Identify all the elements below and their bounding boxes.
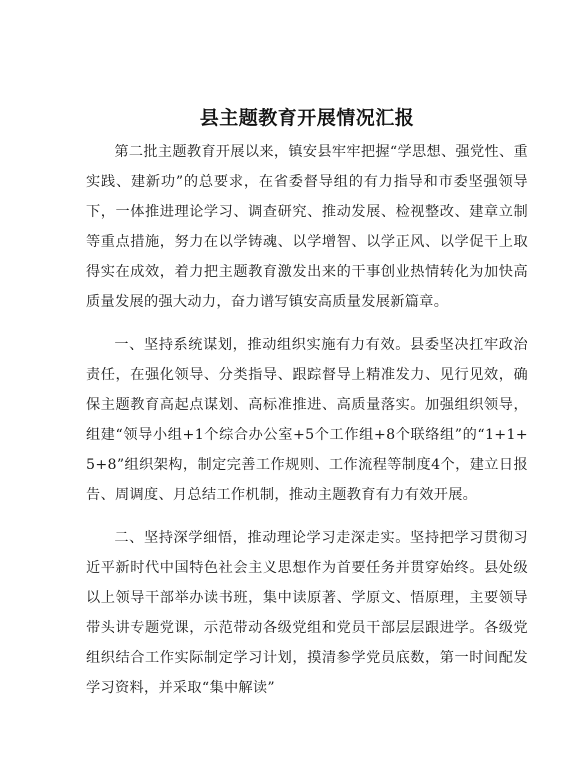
paragraph-intro: 第二批主题教育开展以来，镇安县牢牢把握“学思想、强党性、重实践、建新功”的总要求，在省委督导组的有力指导和市委坚强领导下，一体推进理论学习、调查研究、推动发展、检视整改、建章立制等重点措施，努力在以学铸魂、以学增智、以学正风、以学促干上取得实在成效，着力把主题教育激发出来的干事创业热情转化为加快高质量发展的强大动力，奋力谱写镇安高质量发展新篇章。 xyxy=(86,144,528,310)
paragraph-section-two: 二、坚持深学细悟，推动理论学习走深走实。坚持把学习贯彻习近平新时代中国特色社会主义思想作为首要任务并贯穿始终。县处级以上领导干部举办读书班，集中读原著、学原文、悟原理，主要领导带头讲专题党课，示范带动各级党组和党员干部层层跟进学。各级党组织结合工作实际制定学习计划，摸清参学党员底数，第一时间配发学习资料，并采取“集中解读” xyxy=(86,530,528,696)
document-title: 县主题教育开展情况汇报 xyxy=(199,107,415,129)
document-body xyxy=(86,137,528,703)
paragraph-section-one: 一、坚持系统谋划，推动组织实施有力有效。县委坚决扛牢政治责任，在强化领导、分类指导、跟踪督导上精准发力、见行见效，确保主题教育高起点谋划、高标准推进、高质量落实。加强组织领导，组建“领导小组+1个综合办公室+5个工作组+8个联络组”的“1+1+5+8”组织架构，制定完善工作规则、工作流程等制度4个，建立日报告、周调度、月总结工作机制，推动主题教育有力有效开展。 xyxy=(86,337,528,503)
